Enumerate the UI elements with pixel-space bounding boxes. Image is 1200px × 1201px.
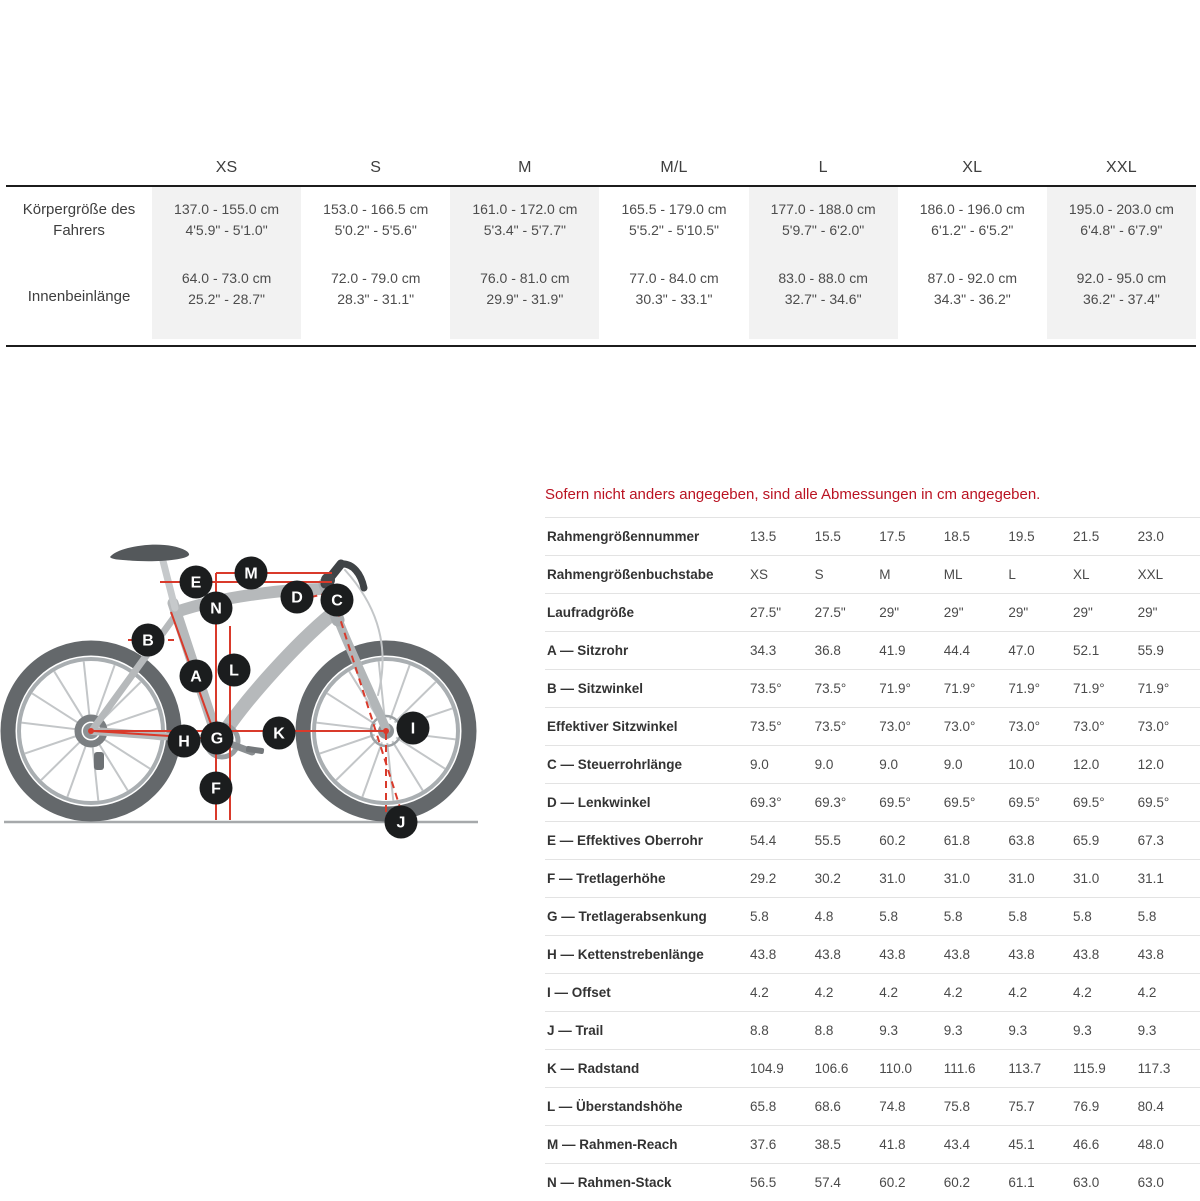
- geometry-row: [545, 935, 1200, 973]
- geometry-row-label: A — Sitzrohr: [547, 643, 629, 658]
- size-cell: [749, 253, 898, 339]
- geometry-value: 74.8: [879, 1099, 906, 1114]
- geometry-value: 27.5": [814, 605, 846, 620]
- geometry-value: 5.8: [879, 909, 898, 924]
- diagram-label-g: [201, 722, 234, 755]
- svg-text:N: N: [210, 600, 222, 618]
- geometry-value: 9.0: [879, 757, 898, 772]
- svg-text:C: C: [331, 592, 343, 610]
- geometry-value: XL: [1072, 567, 1090, 582]
- geometry-value: 21.5: [1072, 529, 1100, 544]
- geometry-row-label: J — Trail: [547, 1023, 604, 1038]
- geometry-row: [545, 631, 1200, 669]
- size-cell-metric: 77.0 - 84.0 cm: [629, 270, 719, 286]
- geometry-value: 30.2: [814, 871, 841, 886]
- geometry-row-label: C — Steuerrohrlänge: [547, 757, 683, 772]
- geometry-row: [545, 1087, 1200, 1125]
- size-column-header-l: L: [818, 158, 828, 176]
- geometry-row-label: L — Überstandshöhe: [547, 1099, 683, 1114]
- size-cell: [1047, 187, 1196, 253]
- size-cell: [1047, 253, 1196, 339]
- size-cell: [152, 187, 301, 253]
- diagram-label-m: [235, 557, 268, 590]
- geometry-value: 60.2: [879, 1175, 906, 1190]
- geometry-value: 4.2: [750, 985, 769, 1000]
- geometry-value: 43.8: [750, 947, 777, 962]
- geometry-value: 47.0: [1008, 643, 1035, 658]
- diagram-label-b: [132, 624, 165, 657]
- geometry-row-label: D — Lenkwinkel: [547, 795, 651, 810]
- wheel-spoke: [22, 723, 80, 730]
- size-cell-metric: 153.0 - 166.5 cm: [323, 201, 429, 217]
- size-cell: [450, 253, 599, 339]
- svg-text:F: F: [211, 780, 221, 798]
- size-cell-metric: 195.0 - 203.0 cm: [1068, 201, 1174, 217]
- diagram-label-j: [385, 806, 418, 839]
- size-cell: [749, 187, 898, 253]
- geometry-value: 9.0: [750, 757, 769, 772]
- saddle: [110, 545, 189, 562]
- geometry-value: 71.9°: [943, 681, 976, 696]
- geometry-value: 73.0°: [943, 719, 976, 734]
- geometry-value: 61.8: [943, 833, 971, 848]
- geometry-value: 29": [1072, 605, 1093, 620]
- size-cell-imperial: 5'0.2" - 5'5.6": [334, 222, 417, 238]
- geometry-value: 63.0: [1137, 1175, 1164, 1190]
- wheel-spoke: [84, 661, 90, 719]
- geometry-value: 12.0: [1137, 757, 1164, 772]
- svg-text:L: L: [229, 662, 239, 680]
- geometry-value: 37.6: [750, 1137, 777, 1152]
- size-table-corner: [6, 150, 152, 185]
- geometry-value: 71.9°: [879, 681, 911, 696]
- geometry-value: 80.4: [1137, 1099, 1164, 1114]
- geometry-value: 57.4: [814, 1175, 841, 1190]
- geometry-row: [545, 669, 1200, 707]
- geometry-value: XS: [750, 567, 769, 582]
- geometry-value: 41.8: [879, 1137, 906, 1152]
- size-cell: [599, 187, 748, 253]
- geometry-value: 71.9°: [1072, 681, 1105, 696]
- geometry-value: 44.4: [943, 643, 971, 658]
- size-cell-metric: 83.0 - 88.0 cm: [778, 270, 868, 286]
- size-cell: [599, 253, 748, 339]
- geometry-value: 56.5: [750, 1175, 777, 1190]
- geometry-value: 4.2: [1008, 985, 1028, 1000]
- geometry-value: 5.8: [943, 909, 963, 924]
- diagram-label-n: [200, 592, 233, 625]
- geometry-value: 45.1: [1008, 1137, 1035, 1152]
- geometry-value: 69.5°: [943, 795, 976, 810]
- geometry-value: 29": [943, 605, 964, 620]
- geometry-row-label: I — Offset: [547, 985, 611, 1000]
- svg-text:E: E: [190, 574, 202, 592]
- geometry-value: ML: [943, 567, 963, 582]
- size-cell-imperial: 4'5.9" - 5'1.0": [185, 222, 268, 238]
- size-row-label: Körpergröße des Fahrers: [22, 201, 136, 239]
- size-cell-imperial: 30.3" - 33.1": [635, 291, 713, 307]
- geometry-row: [545, 897, 1200, 935]
- geometry-value: 9.0: [814, 757, 834, 772]
- size-cell-metric: 64.0 - 73.0 cm: [181, 270, 272, 286]
- geometry-value: 29": [879, 605, 899, 620]
- svg-text:K: K: [273, 725, 285, 743]
- geometry-value: 46.6: [1072, 1137, 1100, 1152]
- geometry-value: 31.0: [1008, 871, 1035, 886]
- geometry-value: 65.9: [1072, 833, 1100, 848]
- geometry-value: 73.0°: [1072, 719, 1105, 734]
- geometry-value: XXL: [1137, 567, 1164, 582]
- size-cell-metric: 87.0 - 92.0 cm: [927, 270, 1018, 286]
- size-cell-imperial: 29.9" - 31.9": [486, 291, 564, 307]
- geometry-value: 15.5: [814, 529, 841, 544]
- geometry-row-label: B — Sitzwinkel: [547, 681, 644, 696]
- geometry-row-label: F — Tretlagerhöhe: [547, 871, 666, 886]
- geometry-value: 5.8: [1072, 909, 1092, 924]
- geometry-value: 60.2: [879, 833, 906, 848]
- geometry-value: 69.5°: [879, 795, 911, 810]
- geometry-value: M: [879, 567, 891, 582]
- geometry-value: 61.1: [1008, 1175, 1035, 1190]
- rider-size-grid: [6, 150, 1196, 347]
- size-cell-metric: 177.0 - 188.0 cm: [770, 201, 876, 217]
- geometry-value: 31.0: [1072, 871, 1100, 886]
- geometry-value: 55.9: [1137, 643, 1164, 658]
- geometry-value: 73.5°: [750, 681, 782, 696]
- svg-text:A: A: [190, 668, 202, 686]
- size-cell: [898, 187, 1047, 253]
- geometry-value: 31.0: [879, 871, 906, 886]
- geometry-value: 31.0: [943, 871, 971, 886]
- units-note: Sofern nicht anders angegeben, sind alle Abmessungen in cm angegeben.: [545, 486, 1041, 503]
- svg-text:M: M: [244, 565, 258, 583]
- geometry-value: 73.0°: [1137, 719, 1170, 734]
- geometry-row: [545, 517, 1200, 555]
- wheel-spoke: [92, 743, 98, 801]
- geometry-value: 8.8: [750, 1023, 769, 1038]
- geometry-row: [545, 1011, 1200, 1049]
- geometry-value: 75.7: [1008, 1099, 1035, 1114]
- geometry-value: 68.6: [814, 1099, 841, 1114]
- geometry-value: 69.5°: [1072, 795, 1105, 810]
- size-cell-imperial: 5'3.4" - 5'7.7": [483, 222, 566, 238]
- geometry-row-label: Rahmengrößennummer: [547, 529, 700, 544]
- diagram-label-a: [180, 660, 213, 693]
- wheel-spoke: [392, 741, 422, 790]
- geometry-value: 23.0: [1137, 529, 1164, 544]
- wheel-spoke: [317, 723, 375, 730]
- geometry-value: 117.3: [1137, 1061, 1171, 1076]
- geometry-value: 113.7: [1008, 1061, 1042, 1076]
- geometry-value: S: [814, 567, 824, 582]
- geometry-row-label: K — Radstand: [547, 1061, 640, 1076]
- geometry-value: 9.3: [943, 1023, 963, 1038]
- geometry-row-label: Effektiver Sitzwinkel: [547, 719, 678, 734]
- geometry-value: 106.6: [814, 1061, 849, 1076]
- geometry-value: 9.3: [1008, 1023, 1028, 1038]
- geometry-value: 69.5°: [1137, 795, 1170, 810]
- diagram-label-i: [397, 712, 430, 745]
- geometry-value: 65.8: [750, 1099, 777, 1114]
- size-cell-imperial: 34.3" - 36.2": [933, 291, 1011, 307]
- diagram-label-h: [168, 725, 201, 758]
- wheel-spoke: [32, 693, 81, 724]
- geometry-value: 104.9: [750, 1061, 784, 1076]
- geometry-table-rows: [545, 517, 1200, 1201]
- size-cell: [301, 187, 450, 253]
- size-cell-imperial: 6'4.8" - 6'7.9": [1080, 222, 1163, 238]
- geometry-value: 12.0: [1072, 757, 1100, 772]
- size-cell-imperial: 32.7" - 34.6": [784, 291, 862, 307]
- size-cell-metric: 165.5 - 179.0 cm: [621, 201, 727, 217]
- diagram-label-f: [200, 772, 233, 805]
- size-column-header-m: M: [518, 158, 532, 176]
- size-cell: [301, 253, 450, 339]
- diagram-label-d: [281, 581, 314, 614]
- geometry-value: 75.8: [943, 1099, 971, 1114]
- geometry-value: 48.0: [1137, 1137, 1164, 1152]
- geometry-value: 43.8: [943, 947, 971, 962]
- size-cell-imperial: 36.2" - 37.4": [1082, 291, 1160, 307]
- geometry-row: [545, 783, 1200, 821]
- size-cell-imperial: 28.3" - 31.1": [337, 291, 415, 307]
- geometry-value: 63.0: [1072, 1175, 1100, 1190]
- geometry-value: 73.0°: [1008, 719, 1041, 734]
- svg-text:J: J: [396, 814, 406, 832]
- geometry-value: 31.1: [1137, 871, 1164, 886]
- geometry-value: 27.5": [750, 605, 782, 620]
- geometry-value: 8.8: [814, 1023, 834, 1038]
- geometry-value: 60.2: [943, 1175, 971, 1190]
- size-cell-metric: 72.0 - 79.0 cm: [330, 270, 421, 286]
- geometry-row: [545, 707, 1200, 745]
- geometry-value: 69.5°: [1008, 795, 1041, 810]
- size-column-header-xxl: XXL: [1105, 158, 1137, 176]
- size-cell-metric: 186.0 - 196.0 cm: [919, 201, 1025, 217]
- geometry-value: 115.9: [1072, 1061, 1106, 1076]
- size-cell: [898, 253, 1047, 339]
- geometry-row: [545, 745, 1200, 783]
- bike-diagram-svg: [0, 500, 540, 880]
- size-table-bottom-divider: [6, 345, 1196, 347]
- geometry-value: 4.2: [814, 985, 834, 1000]
- geometry-row-label: M — Rahmen-Reach: [547, 1137, 678, 1152]
- geometry-value: 36.8: [814, 643, 841, 658]
- geometry-value: 5.8: [1137, 909, 1157, 924]
- geometry-row: [545, 1125, 1200, 1163]
- geometry-value: 63.8: [1008, 833, 1035, 848]
- geometry-value: 69.3°: [750, 795, 782, 810]
- geometry-value: 43.4: [943, 1137, 971, 1152]
- size-cell-imperial: 5'9.7" - 6'2.0": [782, 222, 865, 238]
- geometry-value: 18.5: [943, 529, 971, 544]
- geometry-row: [545, 859, 1200, 897]
- geometry-row-label: G — Tretlagerabsenkung: [547, 909, 707, 924]
- wheel-spoke: [101, 737, 150, 768]
- geometry-value: 17.5: [879, 529, 906, 544]
- size-column-header-s: S: [370, 158, 382, 176]
- geometry-value: 43.8: [1072, 947, 1100, 962]
- geometry-value: 38.5: [814, 1137, 841, 1152]
- geometry-table: [545, 517, 1200, 1201]
- svg-text:B: B: [142, 632, 154, 650]
- geometry-row: [545, 1049, 1200, 1087]
- geometry-value: 4.2: [943, 985, 963, 1000]
- geometry-value: 71.9°: [1137, 681, 1170, 696]
- geometry-value: 43.8: [814, 947, 841, 962]
- geometry-value: 73.0°: [879, 719, 911, 734]
- diagram-label-l: [218, 654, 251, 687]
- geometry-row-label: Laufradgröße: [547, 605, 635, 620]
- geometry-value: 9.3: [1137, 1023, 1157, 1038]
- wheel-spoke: [54, 671, 84, 720]
- size-column-header-m-l: M/L: [660, 158, 688, 176]
- geometry-value: 29.2: [750, 871, 777, 886]
- geometry-value: 34.3: [750, 643, 777, 658]
- diagram-label-c: [321, 584, 354, 617]
- geometry-value: 71.9°: [1008, 681, 1041, 696]
- geometry-row-label: N — Rahmen-Stack: [547, 1175, 672, 1190]
- geometry-row: [545, 821, 1200, 859]
- geometry-row-label: H — Kettenstrebenlänge: [547, 947, 704, 962]
- rider-size-table: [6, 150, 1196, 347]
- geometry-row: [545, 973, 1200, 1011]
- geometry-row: [545, 1163, 1200, 1201]
- geometry-value: 111.6: [943, 1061, 976, 1076]
- geometry-value: 52.1: [1072, 643, 1100, 658]
- size-column-header-xs: XS: [215, 158, 238, 176]
- size-cell-metric: 76.0 - 81.0 cm: [480, 270, 570, 286]
- size-column-header-xl: XL: [962, 158, 983, 176]
- geometry-value: 9.3: [879, 1023, 898, 1038]
- bike-geometry-diagram: [0, 500, 540, 880]
- size-cell-metric: 92.0 - 95.0 cm: [1076, 270, 1167, 286]
- geometry-value: 29": [1008, 605, 1029, 620]
- geometry-row-label: E — Effektives Oberrohr: [547, 833, 704, 848]
- geometry-value: 69.3°: [814, 795, 847, 810]
- geometry-value: 55.5: [814, 833, 841, 848]
- geometry-row: [545, 593, 1200, 631]
- geometry-value: 4.8: [814, 909, 834, 924]
- svg-text:I: I: [410, 720, 416, 738]
- geometry-value: 5.8: [750, 909, 769, 924]
- geometry-row-label: Rahmengrößenbuchstabe: [547, 567, 714, 582]
- geometry-value: 29": [1137, 605, 1158, 620]
- geometry-value: 43.8: [879, 947, 906, 962]
- size-cell-metric: 137.0 - 155.0 cm: [174, 201, 280, 217]
- geometry-value: L: [1008, 567, 1016, 582]
- geometry-value: 73.5°: [814, 681, 847, 696]
- size-cell-imperial: 25.2" - 28.7": [188, 291, 266, 307]
- geometry-value: 5.8: [1008, 909, 1028, 924]
- size-cell: [450, 187, 599, 253]
- svg-text:D: D: [291, 589, 303, 607]
- geometry-value: 9.0: [943, 757, 963, 772]
- geometry-value: 19.5: [1008, 529, 1035, 544]
- geometry-value: 54.4: [750, 833, 777, 848]
- geometry-value: 73.5°: [814, 719, 847, 734]
- geometry-value: 9.3: [1072, 1023, 1092, 1038]
- size-cell-imperial: 6'1.2" - 6'5.2": [931, 222, 1014, 238]
- geometry-value: 43.8: [1137, 947, 1164, 962]
- geometry-value: 4.2: [1072, 985, 1092, 1000]
- geometry-value: 4.2: [879, 985, 898, 1000]
- diagram-label-e: [180, 566, 213, 599]
- geometry-value: 4.2: [1137, 985, 1157, 1000]
- geometry-value: 43.8: [1008, 947, 1035, 962]
- size-cell-imperial: 5'5.2" - 5'10.5": [628, 222, 719, 238]
- diagram-label-k: [263, 717, 296, 750]
- geometry-row: [545, 555, 1200, 593]
- geometry-value: 13.5: [750, 529, 777, 544]
- geometry-value: 41.9: [879, 643, 906, 658]
- svg-text:G: G: [210, 730, 224, 748]
- size-cell: [152, 253, 301, 339]
- geometry-value: 67.3: [1137, 833, 1164, 848]
- svg-text:H: H: [178, 733, 190, 751]
- size-cell-metric: 161.0 - 172.0 cm: [472, 201, 578, 217]
- size-row-label: Innenbeinlänge: [27, 287, 131, 305]
- geometry-value: 76.9: [1072, 1099, 1100, 1114]
- geometry-value: 10.0: [1008, 757, 1035, 772]
- geometry-value: 110.0: [879, 1061, 912, 1076]
- geometry-value: 73.5°: [750, 719, 782, 734]
